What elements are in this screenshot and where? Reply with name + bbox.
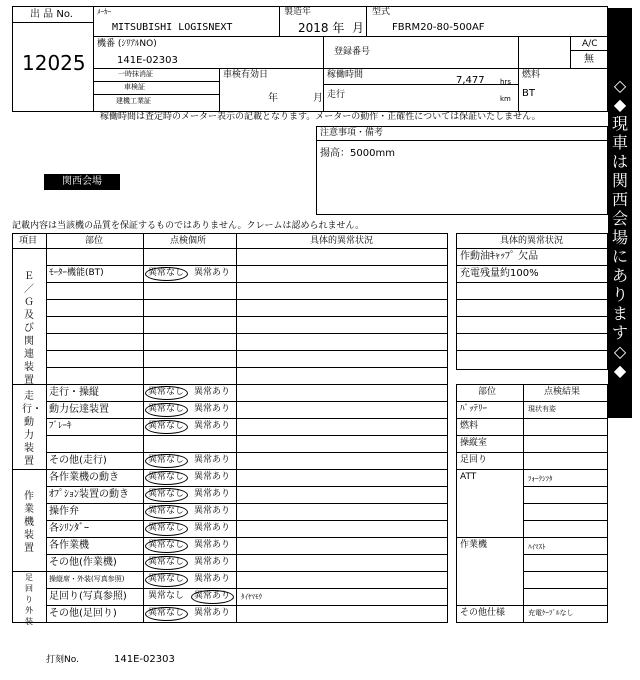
hours-label: 稼働時間 [327,70,364,80]
year-value: 2018 年 [298,21,345,35]
month-label: 月 [352,21,365,35]
serial-value: 141E-02303 [117,55,178,66]
group-undercarriage: 足回り外装 [25,573,33,626]
model-value: FBRM20-80-500AF [392,22,485,33]
maker-value: MITSUBISHI LOGISNEXT [112,22,233,33]
row-work-each: 各作業機 [49,540,89,551]
ng-label: 異常あり [194,421,231,431]
cert-inspection: 車検証 [124,83,145,91]
stamp-label: 打刻No. [46,655,79,665]
ok-label: 異常なし [148,540,185,550]
ng-label: 異常あり [194,574,231,584]
row-option-motion: ｵﾌﾟｼｮﾝ装置の動き [49,489,129,500]
hours-note: 稼働時間は査定時のメーター表示の記載となります。メーターの動作・正確性については保証いたしません。 [100,112,541,122]
row-work-other: その他(作業機) [49,557,117,568]
cert-temporary: 一時抹消証 [118,70,153,78]
results-cabin: 操縦室 [460,438,488,448]
col-part: 部位 [85,236,104,246]
hours-value: 7,477 [456,75,485,86]
lot-number: 12025 [22,51,86,75]
detail-line-2: 充電残量約100% [460,268,539,279]
inspection-year: 年 [268,93,278,104]
results-battery-value: 現状有姿 [528,405,556,413]
results-other-value: 充電ｹｰﾌﾞﾙなし [528,609,574,617]
disclaimer: 記載内容は当該機の品質を保証するものではありません。クレームは認められません。 [12,221,365,231]
inspection-month: 月 [313,93,323,104]
cert-construction: 建機工業証 [116,97,151,105]
ok-label: 異常なし [148,591,185,601]
row-undercarriage-other: その他(足回り) [49,608,117,619]
results-fuel: 燃料 [460,421,479,431]
row-valve: 操作弁 [49,506,79,517]
ac-label: A/C [582,39,598,49]
ng-label: 異常あり [194,557,231,567]
ok-label: 異常なし [148,268,185,278]
venue-badge: 関西会場 [44,174,120,190]
mileage-label: 走行 [327,90,346,100]
maker-label: ﾒｰｶｰ [97,8,111,16]
col-detail: 具体的異常状況 [310,236,374,246]
ok-label: 異常なし [148,523,185,533]
ok-label: 異常なし [148,608,185,618]
hours-unit: hrs [500,78,511,86]
mileage-unit: km [500,95,511,103]
row-exterior: 操縦席・外装(写真参照) [49,575,125,583]
row-drive-other: その他(走行) [49,455,107,466]
results-col-result: 点検結果 [544,387,581,397]
ok-label: 異常なし [148,455,185,465]
fuel-label: 燃料 [522,70,541,80]
results-undercarriage: 足回り [460,455,488,465]
row-work-motion: 各作業機の動き [49,472,119,483]
stamp-value: 141E-02303 [114,654,175,665]
results-other: その他仕様 [460,608,506,618]
results-att-value: ﾌｫｰｸｼﾌﾀ [528,475,553,483]
results-battery: ﾊﾞｯﾃﾘｰ [460,404,488,414]
group-engine: Ｅ／Ｇ及び関連装置 [24,271,34,386]
ok-label: 異常なし [148,404,185,414]
ng-label: 異常あり [194,523,231,533]
results-work: 作業機 [460,540,488,550]
undercarriage-detail: ﾀｲﾔﾏﾓｳ [241,593,262,601]
results-att: ATT [460,472,477,482]
col-check: 点検個所 [170,236,207,246]
results-col-part: 部位 [478,387,497,397]
row-power: 動力伝達装置 [49,404,109,415]
ok-label: 異常なし [148,506,185,516]
detail-header: 具体的異常状況 [500,236,564,246]
year-label: 製造年 [284,7,312,17]
row-undercarriage-photo: 足回り(写真参照) [49,591,127,602]
row-brake: ﾌﾞﾚｰｷ [49,421,72,431]
model-label: 型式 [372,7,391,17]
group-drive: 走行・動力装置 [22,391,42,467]
row-cylinder: 各ｼﾘﾝﾀﾞｰ [49,523,89,534]
ok-label: 異常なし [148,472,185,482]
ng-label: 異常あり [194,506,231,516]
row-steer: 走行・操縦 [49,387,99,398]
remarks-label: 注意事項・備考 [320,128,384,138]
lot-label: 出 品 No. [30,9,73,20]
registration-label: 登録番号 [334,47,371,57]
ng-label: 異常あり [194,268,231,278]
detail-line-1: 作動油ｷｬｯﾌﾟ 欠品 [460,251,539,262]
ok-label: 異常なし [148,557,185,567]
ng-label: 異常あり [194,387,231,397]
ng-label: 異常あり [194,455,231,465]
ok-label: 異常なし [148,421,185,431]
ng-label: 異常あり [194,608,231,618]
serial-label: 機番 (ｼﾘｱﾙNO) [97,39,157,49]
results-work-value: ﾊｲﾏｽﾄ [528,543,546,551]
ng-label: 異常あり [194,489,231,499]
fuel-value: BT [522,88,535,99]
ng-label: 異常あり [194,404,231,414]
ok-label: 異常なし [148,387,185,397]
ng-label: 異常あり [194,540,231,550]
group-work: 作業機装置 [24,491,34,554]
ac-value: 無 [584,54,594,65]
ok-label: 異常なし [148,489,185,499]
row-motor: ﾓｰﾀｰ機能(BT) [49,268,104,278]
ng-label: 異常あり [194,472,231,482]
remarks-text: 揚高：5000mm [320,148,395,159]
ok-label: 異常なし [148,574,185,584]
location-sidebar: ◇◆ 現車は関西会場にあります ◇◆ [608,8,632,418]
ng-label: 異常あり [194,591,231,601]
col-item: 項目 [19,236,38,246]
inspection-label: 車検有効日 [223,70,269,80]
